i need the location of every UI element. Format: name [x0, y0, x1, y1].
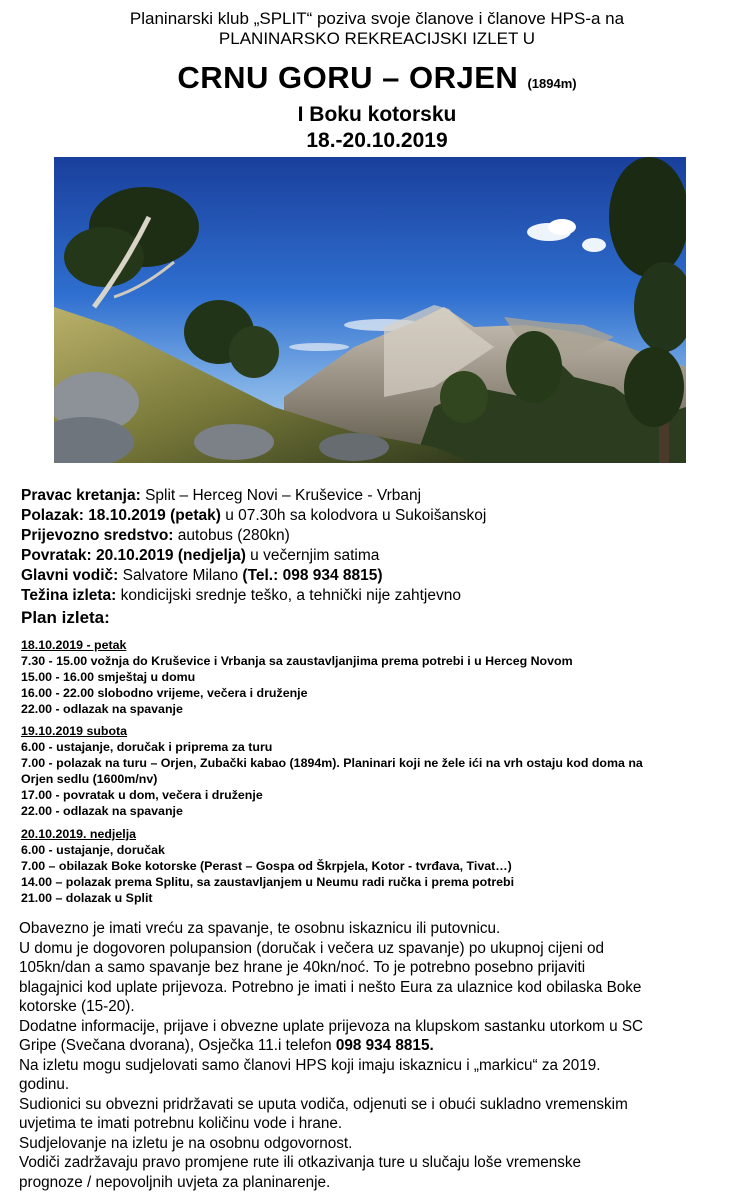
day-heading: 20.10.2019. nedjelja — [21, 827, 137, 841]
trip-dates: 18.-20.10.2019 — [306, 129, 448, 152]
note-address: Gripe (Svečana dvorana), Osječka 11.i telefon — [19, 1037, 336, 1054]
guide-label: Glavni vodič: — [21, 567, 119, 584]
schedule-item: 21.00 – dolazak u Split — [21, 891, 153, 905]
plan-title: Plan izleta: — [21, 608, 110, 627]
note-line: U domu je dogovoren polupansion (doručak i večera uz spavanje) po ukupnoj cijeni od — [19, 939, 605, 957]
intro-line-1: Planinarski klub „SPLIT“ poziva svoje članove i članove HPS-a na — [129, 9, 625, 28]
notes-block — [19, 919, 739, 1192]
schedule-item: 7.30 - 15.00 vožnja do Kruševice i Vrbanja sa zaustavljanjima prema potrebi i u Herceg Novom — [21, 654, 573, 668]
schedule-item: 22.00 - odlazak na spavanje — [21, 804, 183, 818]
day-2-schedule — [21, 723, 643, 819]
difficulty-value: kondicijski srednje teško, a tehnički nije zahtjevno — [116, 587, 461, 604]
title-text: CRNU GORU – ORJEN — [177, 60, 519, 95]
guide-value: Salvatore Milano — [118, 567, 243, 584]
day-heading: 18.10.2019 - petak — [21, 638, 127, 652]
note-line: Sudjelovanje na izletu je na osobnu odgovornost. — [19, 1134, 353, 1152]
route-row — [21, 486, 486, 506]
note-line: kotorske (15-20). — [19, 998, 135, 1015]
schedule-item: 7.00 - polazak na turu – Orjen, Zubački kabao (1894m). Planinari koji ne žele ići na vrh ostaju kod doma na — [21, 756, 643, 770]
schedule-item: 6.00 - ustajanje, doručak — [21, 843, 165, 857]
note-line: Dodatne informacije, prijave i obvezne uplate prijevoza na klupskom sastanku utorkom u SC — [19, 1017, 644, 1035]
note-phone: 098 934 8815. — [335, 1037, 434, 1054]
page-subtitle: I Boku kotorsku — [297, 103, 457, 126]
title-elevation: (1894m) — [527, 76, 577, 91]
schedule-item: 15.00 - 16.00 smještaj u domu — [21, 670, 196, 684]
schedule-item: Orjen sedlu (1600m/nv) — [21, 772, 158, 786]
day-1-schedule — [21, 637, 573, 717]
day-heading: 19.10.2019 subota — [21, 724, 128, 738]
note-line: blagajnici kod uplate prijevoza. Potrebno je imati i nešto Eura za ulaznice kod obilaska Boke — [19, 978, 642, 996]
departure-value: u 07.30h sa kolodvora u Sukoišanskoj — [220, 507, 487, 524]
transport-value: autobus (280kn) — [173, 527, 290, 544]
note-line — [19, 1036, 739, 1056]
trip-info — [21, 486, 486, 606]
schedule-item: 17.00 - povratak u dom, večera i druženje — [21, 788, 263, 802]
guide-phone: (Tel.: 098 934 8815) — [242, 567, 383, 584]
note-line: Obavezno je imati vreću za spavanje, te osobnu iskaznicu ili putovnicu. — [19, 920, 501, 937]
mountain-photo — [54, 157, 686, 463]
departure-label: Polazak: 18.10.2019 (petak) — [21, 507, 221, 524]
route-value: Split – Herceg Novi – Kruševice - Vrbanj — [140, 487, 422, 504]
return-value: u večernjim satima — [245, 547, 380, 564]
return-row — [21, 546, 486, 566]
schedule-item: 14.00 – polazak prema Splitu, sa zaustavljanjem u Neumu radi ručka i prema potrebi — [21, 875, 515, 889]
note-line: prognoze / nepovoljnih uvjeta za planinarenje. — [19, 1173, 331, 1191]
note-line: godinu. — [19, 1076, 70, 1093]
note-line: uvjetima te imati potrebnu količinu vode i hrane. — [19, 1115, 343, 1132]
difficulty-label: Težina izleta: — [21, 587, 117, 604]
transport-label: Prijevozno sredstvo: — [21, 527, 174, 544]
guide-row — [21, 566, 486, 586]
note-line: Vodiči zadržavaju pravo promjene rute ili otkazivanja ture u slučaju loše vremenske — [19, 1154, 582, 1171]
transport-row — [21, 526, 486, 546]
note-line: Sudionici su obvezni pridržavati se uputa vodiča, odjenuti se i obući sukladno vremenskim — [19, 1095, 628, 1113]
schedule-item: 6.00 - ustajanje, doručak i priprema za turu — [21, 740, 273, 754]
difficulty-row — [21, 586, 486, 606]
day-3-schedule — [21, 826, 514, 906]
intro-line-2: PLANINARSKO REKREACIJSKI IZLET U — [218, 29, 536, 48]
schedule-item: 22.00 - odlazak na spavanje — [21, 702, 183, 716]
return-label: Povratak: 20.10.2019 (nedjelja) — [21, 547, 246, 564]
page-title — [0, 60, 754, 102]
route-label: Pravac kretanja: — [21, 487, 141, 504]
departure-row — [21, 506, 486, 526]
schedule-item: 16.00 - 22.00 slobodno vrijeme, večera i druženje — [21, 686, 308, 700]
note-line: Na izletu mogu sudjelovati samo članovi HPS koji imaju iskaznicu i „markicu“ za 2019. — [19, 1056, 601, 1074]
note-line: 105kn/dan a samo spavanje bez hrane je 40kn/noć. To je potrebno posebno prijaviti — [19, 959, 586, 976]
schedule-item: 7.00 – obilazak Boke kotorske (Perast – Gospa od Škrpjela, Kotor - tvrđava, Tivat…) — [21, 859, 512, 873]
